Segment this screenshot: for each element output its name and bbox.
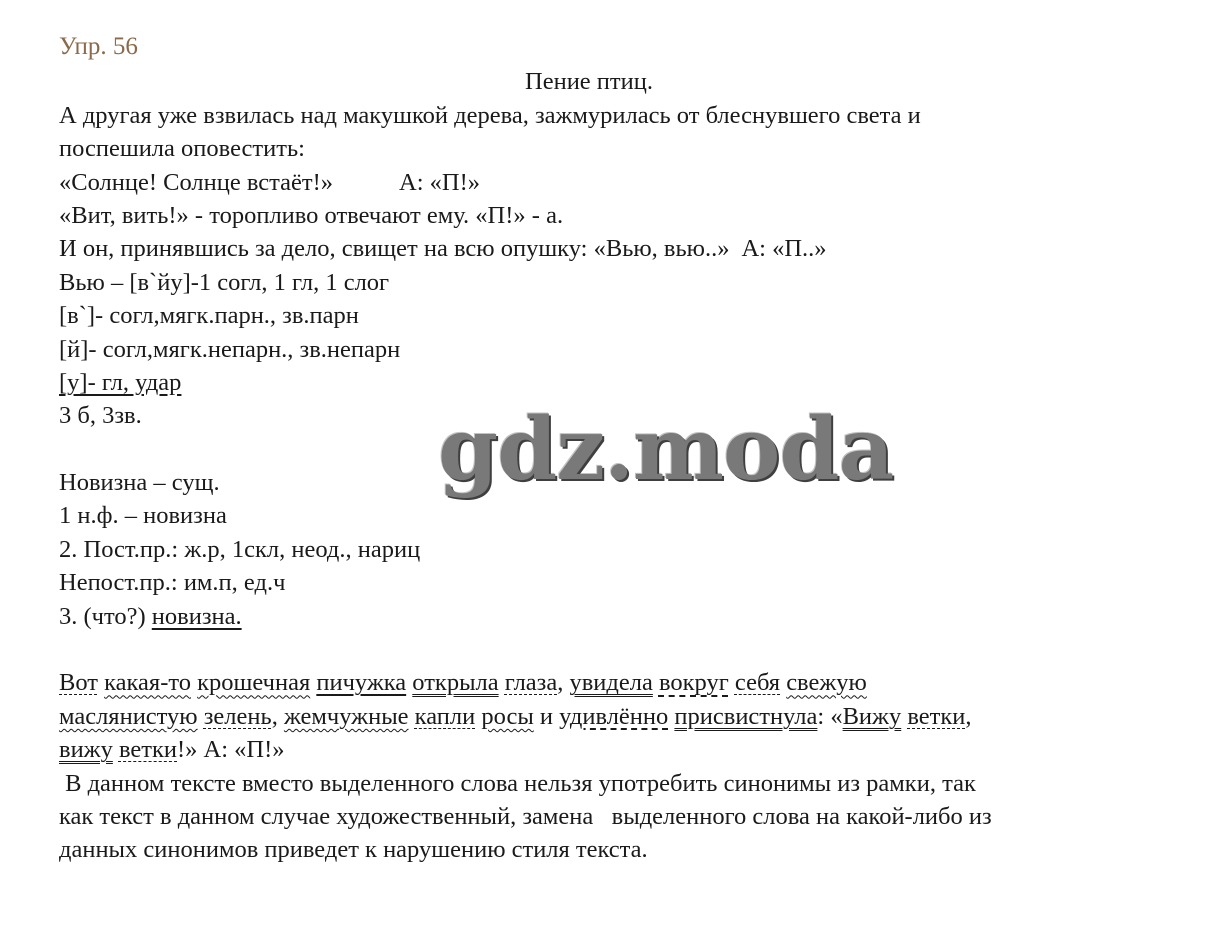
exercise-number: Упр. 56 — [59, 33, 138, 60]
morph-role-word: новизна. — [151, 602, 242, 630]
parse-word-predicate: вижу — [59, 736, 113, 764]
phonetic-sound-1: [в`]- согл,мягк.парн., зв.парн — [59, 302, 359, 330]
punctuation: , — [557, 669, 564, 697]
parse-word: маслянистую — [59, 702, 198, 730]
text-line-4: «Вит, вить!» - торопливо отвечают ему. «П!» - а. — [59, 201, 564, 229]
phonetic-sound-3 — [59, 366, 1199, 399]
parse-word: и — [539, 702, 554, 730]
conclusion-line-3: данных синонимов приведет к нарушению стиля текста. — [59, 836, 648, 864]
punctuation: , — [271, 702, 278, 730]
punctuation: , — [965, 702, 972, 730]
parse-word: росы — [481, 702, 534, 730]
parse-word: зелень — [203, 702, 272, 730]
phonetic-word: Вью – [в`йу]-1 согл, 1 гл, 1 слог — [59, 268, 390, 296]
quote-vyu: И он, принявшись за дело, свищет на всю опушку: «Вью, вью..» — [59, 235, 730, 263]
morph-variable: Непост.пр.: им.п, ед.ч — [59, 569, 286, 597]
phonetic-sound-2: [й]- согл,мягк.непарн., зв.непарн — [59, 335, 401, 363]
parse-word: ветки — [118, 736, 178, 764]
punctuation: !» А: «П!» — [177, 736, 285, 764]
document-page — [59, 30, 1199, 867]
parse-word: ветки — [907, 702, 966, 730]
phonetic-sound-3-text: [у]- гл, удар — [59, 368, 182, 396]
parse-line-2 — [59, 700, 1199, 733]
text-line-3 — [59, 166, 1199, 199]
morph-head: Новизна – сущ. — [59, 469, 220, 497]
parse-line-1 — [59, 666, 1199, 699]
parse-word: какая-то — [104, 669, 191, 697]
parse-line-3 — [59, 733, 1199, 766]
morph-question: 3. (что?) — [59, 602, 146, 630]
parse-word-predicate: Вижу — [842, 702, 902, 730]
watermark-logo: gdz.moda — [438, 399, 894, 500]
parse-word-predicate: увидела — [569, 669, 653, 697]
morph-initial-form: 1 н.ф. – новизна — [59, 502, 227, 530]
parse-word: крошечная — [197, 669, 311, 697]
parse-word-predicate: открыла — [412, 669, 499, 697]
morph-role — [59, 600, 1199, 633]
text-line-5 — [59, 232, 1199, 265]
text-title: Пение птиц. — [525, 68, 653, 96]
scheme-label-2: А: «П..» — [741, 235, 827, 263]
conclusion-line-1: В данном тексте вместо выделенного слова нельзя употребить синонимы из рамки, так — [59, 769, 976, 797]
parse-word-predicate: присвистнула — [674, 702, 818, 730]
punctuation: : « — [817, 702, 843, 730]
parse-word: вокруг — [658, 669, 729, 697]
parse-word: себя — [734, 669, 781, 697]
parse-word: Вот — [59, 669, 98, 697]
quote-sun: «Солнце! Солнце встаёт!» — [59, 168, 334, 196]
parse-word: капли — [414, 702, 476, 730]
parse-word: удивлённо — [559, 702, 669, 730]
conclusion-line-2: как текст в данном случае художественный, замена выделенного слова на какой-либо из — [59, 802, 992, 830]
parse-word: жемчужные — [283, 702, 409, 730]
phonetic-total: 3 б, 3зв. — [59, 402, 142, 430]
morph-constant: 2. Пост.пр.: ж.р, 1скл, неод., нариц — [59, 535, 421, 563]
parse-word: свежую — [786, 669, 867, 697]
text-line-2: поспешила оповестить: — [59, 135, 305, 163]
scheme-label: А: «П!» — [399, 168, 480, 196]
parse-word-subject: пичужка — [316, 669, 407, 697]
text-line-1: А другая уже взвилась над макушкой дерева, зажмурилась от блеснувшего света и — [59, 101, 921, 129]
parse-word: глаза — [504, 669, 558, 697]
